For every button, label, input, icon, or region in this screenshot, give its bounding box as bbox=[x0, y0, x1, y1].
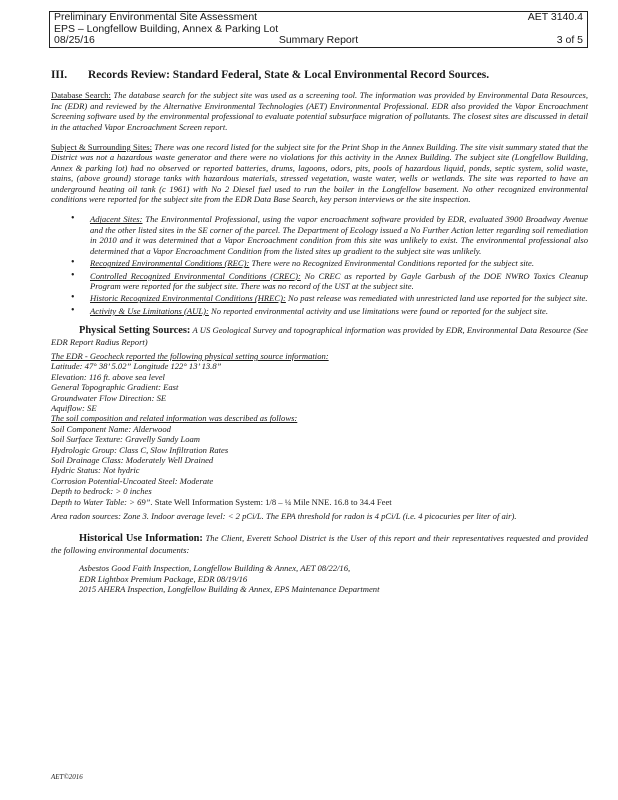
list-item: 2015 AHERA Inspection, Longfellow Building & Annex, EPS Maintenance Department bbox=[79, 584, 380, 595]
detail-line: Aquiflow: SE bbox=[51, 402, 97, 413]
list-item bbox=[90, 214, 588, 256]
list-item bbox=[90, 258, 588, 268]
detail-line: Depth to bedrock: > 0 inches bbox=[51, 486, 152, 497]
physical-setting-heading: Physical Setting Sources: bbox=[79, 325, 191, 337]
soil-heading: The soil composition and related information was described as follows: bbox=[51, 413, 298, 424]
detail-line: Soil Surface Texture: Gravelly Sandy Loam bbox=[51, 434, 201, 445]
radon-source: Area radon sources: Zone 3. Indoor average level: < 2 pCi/L. bbox=[51, 511, 264, 522]
bullet-label: Adjacent Sites: bbox=[90, 214, 143, 225]
geocheck-heading: The EDR - Geocheck reported the following physical setting source information: bbox=[51, 350, 329, 361]
subject-sites-text: There was one record listed for the subject site for the Print Shop in the Annex Building. The site visit summary stated that the District was not a hazardous waste generator and there were no violations for this activity in the Annex Building. The subject site (Longfellow Building, Annex & parking lot) had no observed or reported batteries, drums, lagoons, odors, pits, pools of hazardous liquid, ponds, septic system, solid waste, stains, (above ground) storage tanks with hazardous materials, stressed vegetation, waste water, wells or wetlands. The site was reported to have an underground heating oil tank (c 1961) with No 2 Diesel fuel used to run the boiler in the Longfellow basement. No other recognized environmental conditions were reported for the subject site from the EDR Data Base Search, key person interviews or the site inspection. bbox=[51, 142, 588, 205]
section-title: Records Review: Standard Federal, State & Local Environmental Record Sources. bbox=[88, 69, 490, 81]
bullet-label: Controlled Recognized Environmental Conditions (CREC): bbox=[90, 270, 301, 281]
subject-sites-paragraph bbox=[51, 142, 588, 204]
header-date: 08/25/16 bbox=[54, 34, 95, 46]
header-ref: AET 3140.4 bbox=[527, 11, 583, 23]
physical-setting-text: A US Geological Survey and topographical information was provided by EDR, Environmental Data Resource (See EDR Report Radius Report) bbox=[51, 325, 588, 347]
historical-use-heading: Historical Use Information: bbox=[79, 533, 203, 545]
header-page: 3 of 5 bbox=[556, 34, 583, 46]
bullet-text: There were no Recognized Environmental Conditions reported for the subject site. bbox=[249, 258, 535, 269]
bullet-label: Recognized Environmental Conditions (REC): bbox=[90, 258, 250, 269]
database-search-label: Database Search: bbox=[51, 90, 111, 101]
detail-line: Hydrologic Group: Class C, Slow Infiltration Rates bbox=[51, 444, 229, 455]
detail-line: General Topographic Gradient: East bbox=[51, 382, 179, 393]
header-report: Summary Report bbox=[278, 34, 359, 46]
section-number: III. bbox=[51, 69, 68, 81]
bullet-text: No past release was remediated with unrestricted land use reported for the subject site. bbox=[285, 293, 588, 304]
bullet-label: Historic Recognized Environmental Conditions (HREC): bbox=[90, 293, 286, 304]
historical-use-paragraph bbox=[51, 533, 588, 555]
bullet-text: No CREC as reported by Gayle Garbush of the DOE NWRO Toxics Cleanup Program were reported for the subject site. There was no record of the UST at the subject site. bbox=[90, 270, 589, 291]
radon-line bbox=[51, 511, 588, 521]
header-title: Preliminary Environmental Site Assessment bbox=[54, 11, 258, 23]
list-item bbox=[90, 293, 588, 303]
list-item bbox=[90, 306, 588, 316]
water-table-line bbox=[51, 497, 588, 507]
page-header bbox=[49, 11, 588, 48]
detail-line: Soil Component Name: Alderwood bbox=[51, 423, 171, 434]
database-search-text: The database search for the subject site was used as a screening tool. The information was provided by Environmental Data Resources, Inc (EDR) and reviewed by the Alternative Environmental Technologies (AET) Environmental Professional. EDR also provided the Vapor Encroachment Screening software used by the environmental professional to evaluate potential subsurface migration of pollutants. The closest sites are discussed in detail in the attached Vapor Encroachment Screen report. bbox=[51, 90, 588, 132]
detail-line: Hydric Status: Not hydric bbox=[51, 465, 140, 476]
detail-line: Elevation: 116 ft. above sea level bbox=[51, 371, 165, 382]
section-heading bbox=[51, 70, 588, 80]
detail-line: Latitude: 47° 38’ 5.02” Longitude 122° 13’ 13.8” bbox=[51, 361, 222, 372]
header-project: EPS – Longfellow Building, Annex & Parking Lot bbox=[54, 22, 279, 35]
conditions-list bbox=[51, 214, 588, 316]
radon-threshold: The EPA threshold for radon is 4 pCi/L (i.e. 4 picocuries per liter of air). bbox=[263, 511, 517, 522]
water-table-depth: Depth to Water Table: > 69”. bbox=[51, 496, 153, 507]
bullet-label: Activity & Use Limitations (AUL): bbox=[90, 305, 209, 316]
footer-copyright: AET©2016 bbox=[51, 773, 83, 781]
physical-setting-paragraph bbox=[51, 325, 588, 347]
detail-line: Corrosion Potential-Uncoated Steel: Moderate bbox=[51, 475, 214, 486]
subject-sites-label: Subject & Surrounding Sites: bbox=[51, 142, 153, 153]
detail-line: Groundwater Flow Direction: SE bbox=[51, 392, 167, 403]
list-item bbox=[90, 271, 588, 292]
document-list bbox=[79, 563, 588, 594]
bullet-text: The Environmental Professional, using the vapor encroachment software provided by EDR, evaluated 3900 Broadway Avenue and the other listed sites in the SE corner of the parcel. The Department of Ecology issued a No Further Action letter regarding soil remediation in 2010 and it was determined that a Vapor Encroachment condition from this site was unlikely to exist. The environmental professional also determined that a Vapor Encroachment Condition from the listed sites up gradient to the subject site was unlikely. bbox=[90, 214, 588, 256]
list-item: EDR Lightbox Premium Package, EDR 08/19/16 bbox=[79, 573, 248, 584]
physical-setting-details bbox=[51, 351, 588, 507]
database-search-paragraph bbox=[51, 90, 588, 132]
historical-use-text: The Client, Everett School District is the User of this report and their representatives requested and provided the following environmental documents: bbox=[51, 533, 588, 555]
well-info: State Well Information System: 1/8 – ¼ Mile NNE. 16.8 to 34.4 Feet bbox=[152, 496, 392, 507]
detail-line: Soil Drainage Class: Moderately Well Drained bbox=[51, 455, 214, 465]
list-item: Asbestos Good Faith Inspection, Longfellow Building & Annex, AET 08/22/16, bbox=[79, 563, 351, 574]
document-body bbox=[51, 70, 588, 594]
bullet-text: No reported environmental activity and use limitations were found or reported for the subject site. bbox=[208, 305, 548, 316]
